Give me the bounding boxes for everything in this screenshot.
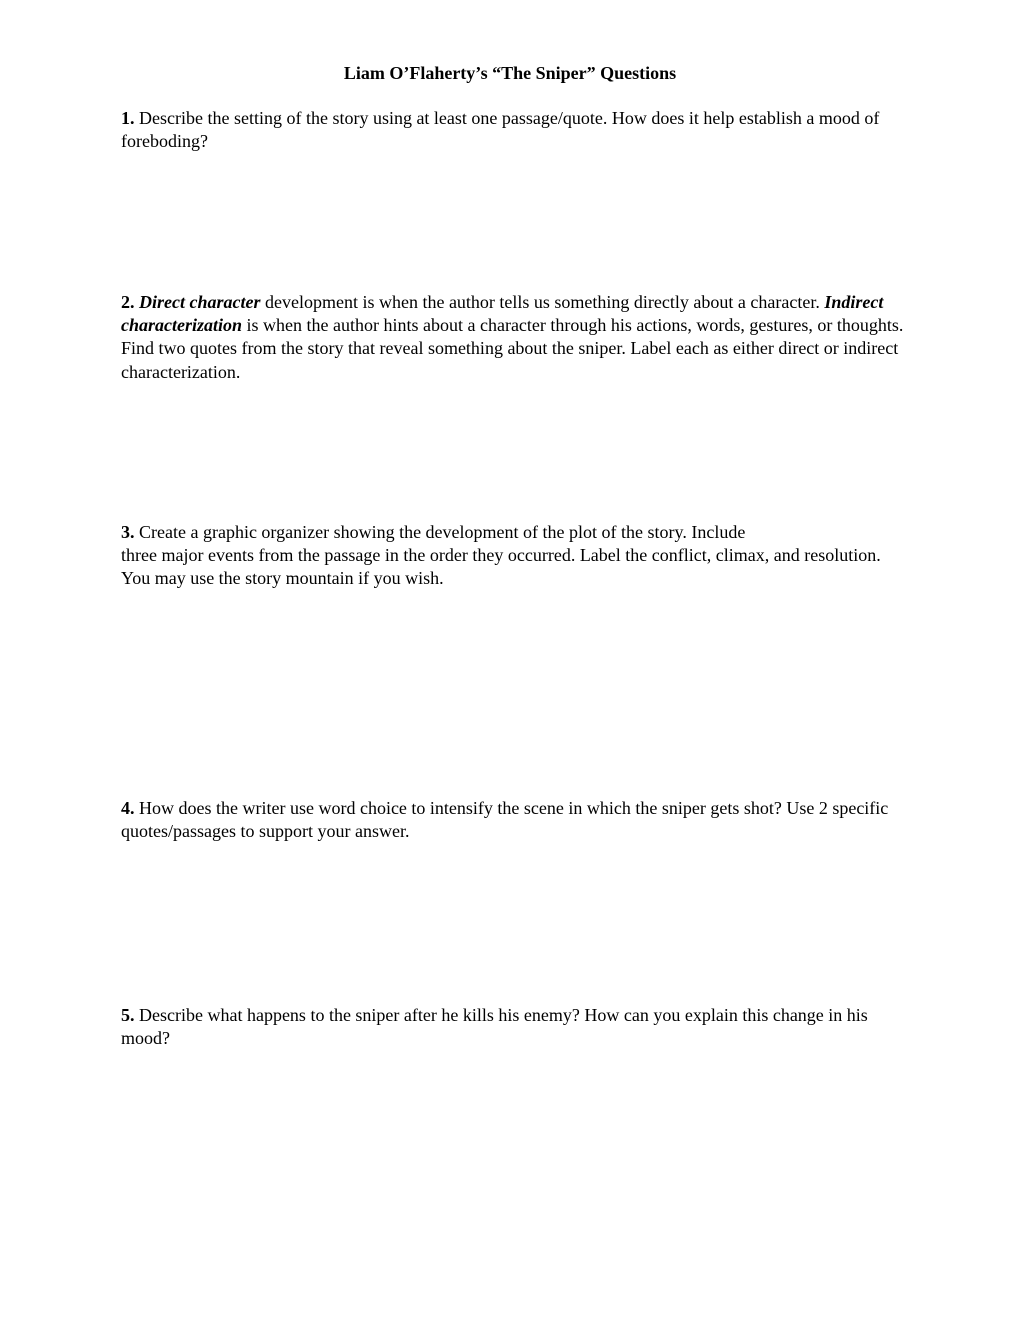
term-indirect-characterization: Indirect characterization [121,292,884,336]
question-2 [121,291,911,384]
question-text: Describe what happens to the sniper after he kills his enemy? How can you explain this change in his mood? [121,1005,868,1049]
question-1 [121,107,911,153]
question-number: 3. [121,522,135,542]
question-text: Describe the setting of the story using at least one passage/quote. How does it help establish a mood of foreboding? [121,108,880,152]
question-3 [121,521,911,591]
question-number: 5. [121,1005,135,1025]
question-4 [121,797,911,843]
term-direct-character: Direct character [139,292,261,312]
question-5 [121,1004,911,1050]
question-text: development is when the author tells us something directly about a character. [260,292,825,312]
question-number: 2. [121,292,135,312]
question-text: How does the writer use word choice to intensify the scene in which the sniper gets shot? Use 2 specific quotes/passages to support your answer. [121,798,889,842]
question-number: 1. [121,108,135,128]
page-title: Liam O’Flaherty’s “The Sniper” Questions [343,63,677,83]
question-text: three major events from the passage in the order they occurred. Label the conflict, climax, and resolution. You may use the story mountain if you wish. [121,545,881,589]
question-text: Create a graphic organizer showing the development of the plot of the story. Include [139,522,746,542]
question-number: 4. [121,798,135,818]
question-text: is when the author hints about a character through his actions, words, gestures, or thoughts. Find two quotes from the story that reveal something about the sniper. Label each as either direct or indirect characterization. [121,315,904,382]
